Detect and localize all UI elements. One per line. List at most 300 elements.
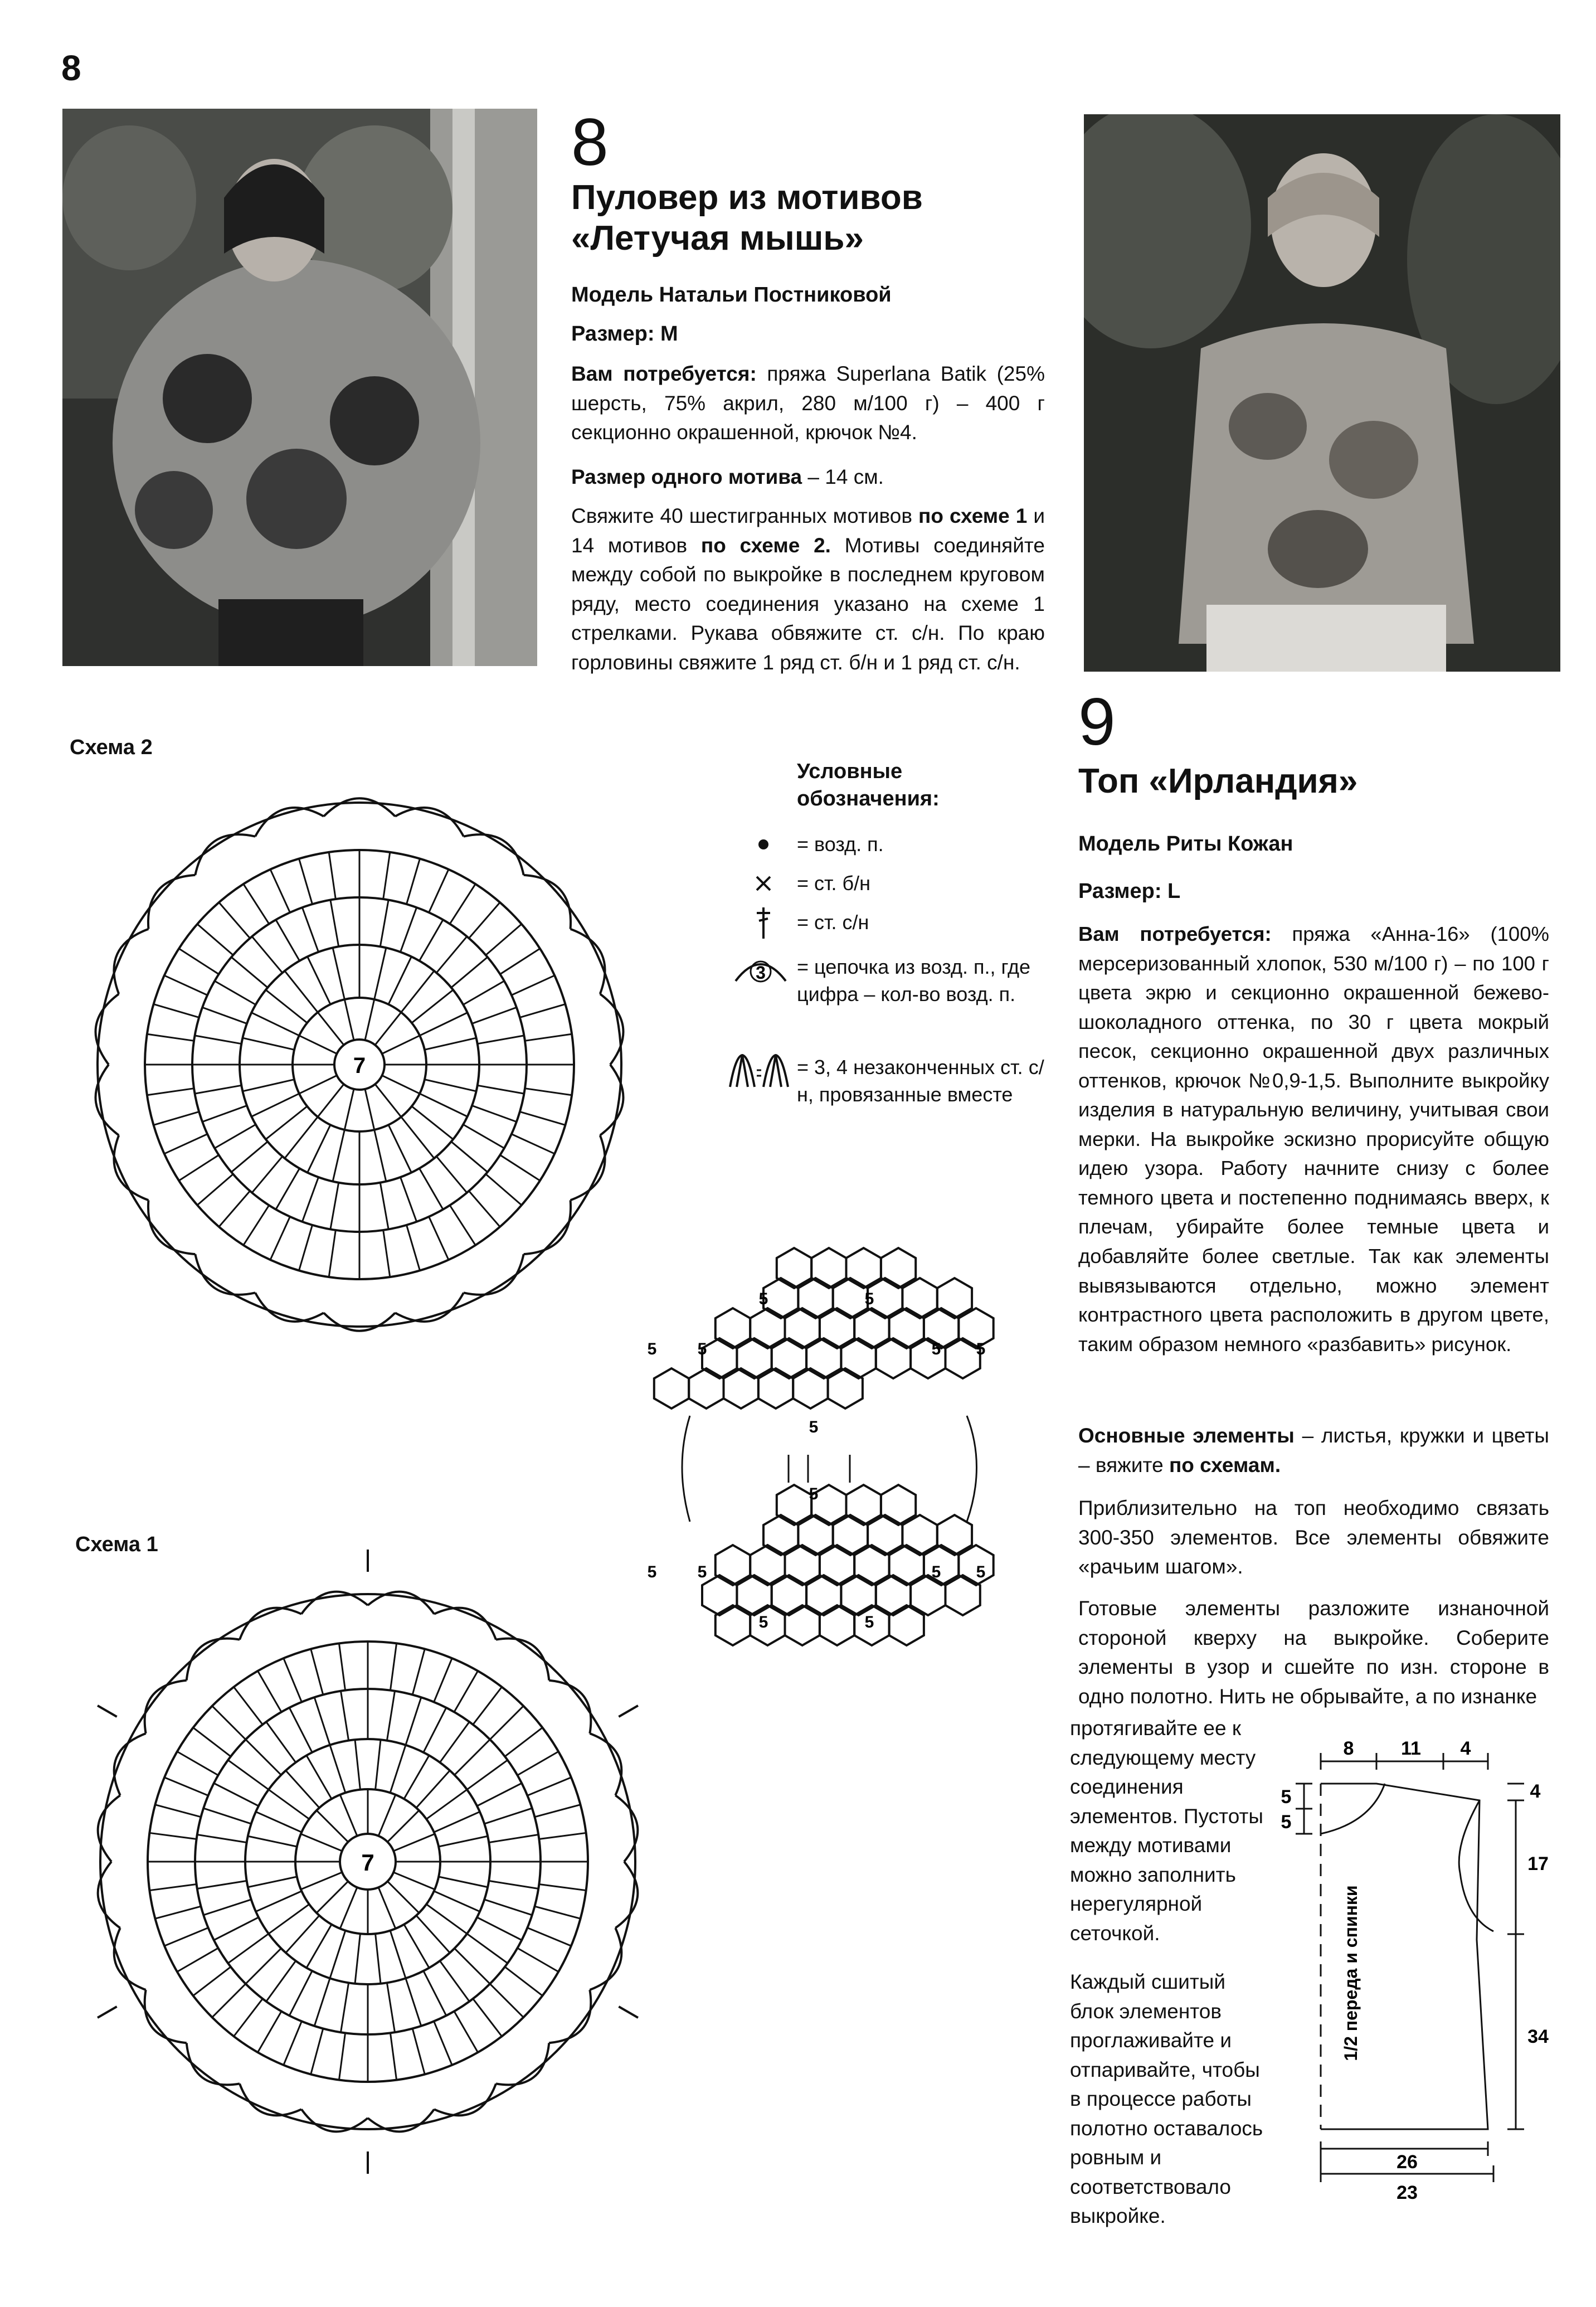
hex-motif: [716, 1545, 750, 1585]
stitch-mark: [355, 1934, 360, 1984]
stitch-mark: [383, 899, 393, 901]
dim-right-17: 17: [1527, 1853, 1549, 1874]
model-number-9: 9: [1078, 684, 1116, 759]
stitch-mark: [302, 1177, 318, 1222]
stitch-mark: [247, 1882, 249, 1892]
schema-2-label: Схема 2: [70, 736, 153, 759]
hex-motif: [833, 1278, 868, 1318]
chain-loop: [549, 1681, 591, 1733]
stitch-mark: [330, 1183, 339, 1230]
stitch-mark: [365, 999, 374, 1040]
stitch-mark: [387, 1881, 419, 1913]
stitch-mark: [512, 1134, 554, 1154]
stitch-mark: [376, 1740, 381, 1790]
stitch-mark: [486, 1882, 489, 1892]
stitch-mark: [193, 1967, 231, 1996]
stitch-mark: [254, 2050, 262, 2055]
stitch-mark: [266, 1722, 296, 1762]
stitch-mark: [203, 1808, 251, 1824]
hex-motif: [777, 1485, 811, 1525]
model-9-size: Размер: L: [1078, 880, 1181, 903]
stitch-mark: [234, 1999, 263, 2036]
hex-motif: [724, 1368, 758, 1409]
stitch-mark: [231, 957, 267, 988]
stitch-mark: [525, 1034, 572, 1041]
stitch-mark: [505, 1967, 542, 1996]
stitch-mark: [539, 1884, 586, 1890]
hex-motif: [737, 1338, 771, 1378]
hex-motif: [902, 1278, 937, 1318]
stitch-mark: [270, 1217, 290, 1260]
stitch-mark: [248, 1836, 297, 1847]
stitch-mark: [365, 1089, 374, 1130]
stitch-mark: [286, 1771, 319, 1808]
hex-motif: [846, 1485, 881, 1525]
hex-motif: [820, 1605, 854, 1645]
stitch-mark: [406, 1978, 421, 2026]
hex-motif: [881, 1248, 916, 1288]
stitch-mark: [195, 1036, 242, 1044]
stitch-mark: [378, 1887, 396, 1929]
stitch-mark: [556, 1747, 561, 1756]
stitch-mark: [285, 971, 318, 1012]
stitch-mark: [426, 1904, 467, 1934]
stitch-mark: [271, 917, 280, 922]
stitch-mark: [412, 990, 453, 1023]
stitch-mark: [299, 1036, 337, 1054]
stitch-mark: [194, 1089, 196, 1099]
stitch-mark: [350, 1983, 360, 1984]
stitch-mark: [266, 1106, 307, 1139]
stitch-mark: [420, 920, 444, 961]
stitch-mark: [308, 1125, 330, 1173]
stitch-mark: [256, 1812, 301, 1833]
stitch-mark: [473, 1687, 502, 1725]
model-8-materials: [571, 360, 1045, 448]
stitch-mark: [387, 1810, 419, 1842]
stitch-mark: [269, 1790, 309, 1819]
stitch-mark: [246, 1740, 281, 1775]
stitch-mark: [254, 1668, 262, 1673]
stitch-mark: [244, 884, 269, 924]
stitch-mark: [434, 2021, 452, 2065]
model-9-paragraph-3-cont: протягивайте ее к следующему месту соединения элементов. Пустоты между мотивами можно заполнить нерегулярной сеточкой.: [1070, 1717, 1264, 1945]
chain-loop: [145, 1681, 187, 1733]
stitch-mark: [340, 1795, 357, 1836]
stitch-mark: [556, 1968, 561, 1976]
stitch-mark: [330, 900, 339, 947]
hex-motif: [793, 1368, 828, 1409]
stitch-mark: [425, 1038, 476, 1050]
stitch-mark: [490, 1984, 523, 2017]
model-number-8: 8: [571, 105, 609, 179]
stitch-mark: [190, 1723, 196, 1731]
hex-motif: [772, 1575, 806, 1615]
chain-arc-number: 3: [756, 963, 766, 983]
dim-top-8: 8: [1343, 1739, 1354, 1759]
model-9-paragraph-2: Приблизительно на топ необходимо связать 300-350 элементов. Все элементы обвяжите «рачьим шагом».: [1078, 1497, 1549, 1579]
legend-text: = ст. б/н: [797, 872, 871, 895]
stitch-mark: [388, 956, 411, 1004]
stitch-mark: [434, 1658, 452, 1702]
stitch-mark: [246, 1949, 281, 1984]
model-8-title: [571, 177, 1062, 259]
hex-motif: [716, 1308, 750, 1348]
stitch-mark: [412, 1649, 425, 1694]
stitch-mark: [164, 1134, 207, 1154]
hex-number: 5: [647, 1563, 657, 1581]
hex-number: 5: [931, 1340, 941, 1358]
stitch-mark: [440, 1961, 469, 2002]
dot-symbol-icon: [741, 828, 786, 861]
stitch-mark: [299, 1076, 337, 1094]
stitch-mark: [382, 1036, 420, 1054]
stitch-mark: [393, 1872, 435, 1890]
materials-label: Вам потребуется:: [571, 362, 757, 385]
stitch-mark: [465, 1719, 474, 1725]
model-8-title-line2: «Летучая мышь»: [571, 219, 864, 258]
chain-arc-symbol-icon: [730, 950, 791, 989]
motif-assembly-diagram: [624, 1243, 1037, 1689]
stitch-mark: [311, 1649, 323, 1694]
hex-motif: [881, 1485, 916, 1525]
stitch-mark: [426, 1790, 467, 1819]
legend-title: [797, 758, 940, 813]
stitch-mark: [344, 1089, 354, 1130]
stitch-mark: [164, 975, 207, 995]
stitch-mark: [420, 1094, 468, 1116]
chain-loop: [187, 1639, 240, 1681]
stitch-mark: [537, 944, 543, 953]
stitch-mark: [474, 2050, 483, 2055]
instr-bold: по схеме 1: [918, 504, 1028, 527]
stitch-mark: [401, 907, 417, 952]
stitch-mark: [440, 1722, 469, 1762]
hex-motif: [820, 1545, 854, 1585]
stitch-mark: [469, 1191, 500, 1227]
stitch-mark: [486, 924, 522, 955]
stitch-mark: [512, 975, 554, 995]
stitch-mark: [450, 884, 475, 924]
stitch-mark: [252, 1157, 283, 1193]
join-arrow: [98, 2007, 117, 2018]
hex-motif: [902, 1515, 937, 1555]
hex-motif: [750, 1545, 785, 1585]
stitch-mark: [355, 1740, 360, 1790]
stitch-mark: [376, 1983, 386, 1984]
hex-motif: [798, 1515, 833, 1555]
stitch-mark: [177, 1752, 218, 1776]
stitch-mark: [375, 1012, 401, 1045]
stitch-mark: [467, 1760, 508, 1790]
stitch-mark: [523, 1089, 525, 1099]
dim-top-4: 4: [1460, 1739, 1471, 1759]
stitch-mark: [299, 1225, 313, 1271]
stitch-mark: [527, 1777, 571, 1796]
join-arrow: [98, 1706, 117, 1717]
hex-motif: [702, 1338, 737, 1378]
stitch-mark: [484, 1808, 532, 1824]
elements-tail: по схемам.: [1169, 1453, 1281, 1477]
hex-motif: [811, 1248, 846, 1288]
stitch-mark: [477, 1783, 522, 1806]
hex-motif: [876, 1338, 911, 1378]
hex-motif: [846, 1248, 881, 1288]
hex-number: 5: [864, 1613, 874, 1631]
stitch-mark: [500, 1155, 540, 1181]
stitch-mark: [439, 917, 447, 922]
stitch-mark: [454, 1671, 478, 1712]
instr-part: и 14 мотивов: [571, 504, 1045, 557]
hex-motif: [924, 1545, 958, 1585]
top-photo: [1084, 114, 1560, 672]
stitch-mark: [219, 902, 250, 938]
hex-motif: [841, 1338, 875, 1378]
stitch-mark: [302, 1753, 311, 1758]
hex-number: 5: [976, 1563, 986, 1581]
hex-motif: [833, 1515, 868, 1555]
stitch-mark: [256, 1891, 301, 1912]
stitch-mark: [401, 971, 434, 1012]
hex-number: 5: [697, 1563, 707, 1581]
stitch-mark: [388, 1125, 411, 1173]
chain-loop: [187, 2043, 240, 2085]
hex-motif: [737, 1575, 771, 1615]
stitch-mark: [154, 1112, 199, 1125]
stitch-mark: [390, 1931, 406, 1979]
join-arrow: [619, 2007, 638, 2018]
cross-symbol-icon: [741, 867, 786, 900]
materials-label: Вам потребуется:: [1078, 922, 1272, 945]
hex-number: 5: [758, 1613, 768, 1631]
stitch-mark: [212, 977, 217, 985]
stitch-mark: [520, 1004, 566, 1018]
stitch-mark: [241, 1086, 244, 1096]
stitch-mark: [289, 1971, 312, 2015]
stitch-mark: [381, 946, 391, 949]
stitch-mark: [416, 1771, 450, 1808]
stitch-mark: [390, 1745, 406, 1793]
model-9-paragraph-4: Каждый сшитый блок элементов проглаживайте и отпаривайте, чтобы в процессе работы полотно оставалось ровным и соответствовало выкройке.: [1070, 1970, 1263, 2228]
hex-motif: [785, 1545, 820, 1585]
legend-title-line1: Условные: [797, 760, 903, 783]
hex-motif: [689, 1368, 723, 1409]
stitch-mark: [341, 1983, 349, 2032]
stitch-mark: [302, 907, 318, 952]
hex-motif: [702, 1575, 737, 1615]
stitch-mark: [174, 1747, 179, 1756]
stitch-mark: [190, 1992, 196, 1999]
hex-number: 5: [758, 1290, 768, 1308]
stitch-mark: [154, 1004, 199, 1018]
stitch-mark: [329, 852, 335, 899]
stitch-mark: [228, 1934, 269, 1963]
hex-number: 5: [647, 1340, 657, 1358]
stitch-mark: [455, 1949, 490, 1984]
stitch-mark: [244, 1205, 269, 1245]
stitch-mark: [374, 1130, 386, 1182]
hex-number: 5: [976, 1340, 986, 1358]
stitch-mark: [155, 1805, 201, 1817]
connector-arrow: [967, 1416, 977, 1522]
model-9-materials: [1078, 920, 1549, 1359]
stitch-mark: [325, 899, 335, 901]
stitch-mark: [344, 999, 354, 1040]
stitch-mark: [306, 1925, 332, 1968]
stitch-mark: [439, 1836, 488, 1847]
stitch-mark: [258, 1671, 282, 1712]
stitch-mark: [197, 1881, 247, 1888]
stitch-mark: [341, 1691, 349, 1741]
materials-text: пряжа «Анна-16» (100% мерсеризованный хлопок, 530 м/100 г) – по 100 г цвета экрю и секционно окрашенной бежево-шоколадного оттенка, по 30 г цвета мокрый песок, секционно окрашенной двух различных оттенков, крючок №0,9-1,5. Выполните выкройку изделия в натуральную величину, учитывая свои мерки. На выкройке эскизно прорисуйте общую идею узора. Работу начните снизу с более темного цвета и постепенно поднимаясь вверх, к плечам, убирайте более темные цвета и добавляйте более светлые. Так как элементы вывязываются отдельно, можно элемент контрастного цвета расположить в другом цвете, таким образом немного «разбавить» рисунок.: [1078, 922, 1549, 1356]
schema-1-label: Схема 1: [75, 1533, 158, 1556]
stitch-mark: [302, 1965, 311, 1970]
garment-pattern-schematic: [1265, 1739, 1555, 2241]
instr-part: Мотивы соединяйте между собой по выкройке в последнем круговом ряду, место соединения указано на схеме 1 стрелками. Рукава обвяжите ст. с/н. По краю горловины свяжите 1 ряд ст. б/н и 1 ряд ст. с/н.: [571, 533, 1045, 674]
stitch-mark: [306, 1755, 332, 1799]
stitch-mark: [498, 2033, 505, 2039]
legend-title-line2: обозначения:: [797, 787, 940, 811]
stitch-mark: [350, 1739, 360, 1740]
stitch-mark: [439, 1207, 447, 1212]
stitch-mark: [383, 1230, 390, 1277]
stitch-mark: [539, 1833, 586, 1839]
hex-motif: [937, 1278, 972, 1318]
stitch-mark: [489, 1835, 538, 1843]
pattern-center-label: 1/2 переда и спинки: [1341, 1885, 1361, 2061]
stitch-mark: [416, 1916, 450, 1953]
stitch-mark: [425, 1965, 434, 1970]
instr-part: Свяжите 40 шестигранных мотивов: [571, 504, 918, 527]
stitch-mark: [539, 1992, 546, 1999]
stitch-mark: [486, 1174, 522, 1205]
stitch-mark: [234, 1687, 263, 1725]
stitch-mark: [478, 1085, 524, 1094]
stitch-mark: [463, 981, 504, 1005]
hex-motif: [889, 1605, 924, 1645]
stitch-mark: [340, 1887, 357, 1929]
stitch-mark: [247, 1831, 249, 1841]
stitch-mark: [262, 1719, 271, 1725]
stitch-mark: [239, 1242, 247, 1248]
stitch-mark: [429, 870, 449, 912]
dagger-symbol-icon: [741, 903, 786, 942]
hex-motif: [806, 1575, 841, 1615]
stitch-mark: [472, 1106, 517, 1122]
stitch-mark: [382, 1076, 420, 1094]
stitch-mark: [317, 1881, 348, 1913]
stitch-mark: [424, 1708, 446, 1752]
stitch-mark: [328, 946, 338, 949]
stitch-mark: [374, 948, 386, 999]
model-9-author: Модель Риты Кожан: [1078, 832, 1293, 856]
elements-text: – листья, кружки и цветы – вяжите: [1078, 1424, 1549, 1477]
hex-motif: [828, 1368, 863, 1409]
stitch-mark: [194, 1031, 196, 1041]
stitch-mark: [269, 1904, 309, 1934]
hex-motif: [854, 1545, 889, 1585]
stitch-mark: [451, 1142, 488, 1172]
stitch-mark: [155, 1906, 201, 1919]
stitch-mark: [202, 1106, 247, 1122]
stitch-mark: [251, 1094, 299, 1116]
stitch-mark: [248, 1877, 297, 1887]
legend-text: = цепочка из возд. п., где цифра – кол-во возд. п.: [797, 955, 1031, 1006]
legend-text: = ст. с/н: [797, 911, 869, 934]
stitch-mark: [525, 1089, 572, 1095]
stitch-mark: [193, 1728, 231, 1757]
stitch-mark: [225, 1959, 231, 1968]
chart2-center-number: 7: [353, 1053, 366, 1078]
model-9-paragraph-3: Готовые элементы разложите изнаночной стороной кверху на выкройке. Соберите элементы в узор и сшейте по изн. стороне в одно полотно. Нить не обрывайте, а по изнанке: [1078, 1597, 1549, 1708]
stitch-mark: [164, 1928, 208, 1946]
stitch-mark: [407, 1225, 420, 1271]
hex-number: 5: [931, 1563, 941, 1581]
chain-loop: [549, 1990, 591, 2043]
stitch-mark: [469, 902, 500, 938]
legend-text: = 3, 4 незаконченных ст. с/н, провязанные вместе: [797, 1056, 1044, 1106]
stitch-mark: [318, 1084, 344, 1117]
stitch-mark: [523, 1031, 525, 1041]
stitch-mark: [276, 1168, 300, 1210]
stitch-mark: [489, 1881, 538, 1888]
stitch-mark: [179, 949, 219, 974]
stitch-mark: [329, 1230, 335, 1277]
stitch-mark: [311, 2028, 323, 2074]
stitch-mark: [318, 1012, 344, 1045]
stitch-mark: [203, 1900, 251, 1915]
stitch-mark: [212, 1984, 246, 2017]
elements-label: Основные элементы: [1078, 1424, 1295, 1447]
stitch-mark: [214, 1917, 259, 1940]
stitch-mark: [176, 1177, 182, 1185]
motif-size-text: – 14 см.: [802, 465, 884, 488]
stitch-mark: [177, 1948, 218, 1972]
stitch-mark: [258, 2011, 282, 2052]
stitch-mark: [231, 1142, 267, 1172]
stitch-mark: [412, 2028, 425, 2074]
stitch-mark: [505, 1756, 511, 1765]
stitch-mark: [420, 1013, 468, 1036]
stitch-mark: [276, 920, 300, 961]
stitch-mark: [284, 2021, 302, 2065]
dim-right-34: 34: [1527, 2026, 1549, 2047]
stitch-mark: [406, 1697, 421, 1745]
dim-left-5a: 5: [1281, 1786, 1292, 1808]
hex-motif: [841, 1575, 875, 1615]
stitch-mark: [197, 1174, 233, 1205]
stitch-mark: [490, 1706, 523, 1740]
model-8-author: Модель Натальи Постниковой: [571, 283, 892, 307]
stitch-mark: [149, 1884, 196, 1890]
stitch-mark: [478, 1036, 524, 1044]
stitch-mark: [527, 1928, 571, 1946]
hex-motif: [924, 1308, 958, 1348]
stitch-mark: [390, 1643, 396, 1690]
stitch-mark: [387, 1691, 395, 1741]
stitch-mark: [339, 1643, 345, 1690]
connector-arrow: [682, 1416, 690, 1522]
stitch-mark: [387, 1983, 395, 2032]
stitch-mark: [434, 1891, 480, 1912]
motif-size-label: Размер одного мотива: [571, 465, 802, 488]
stitch-mark: [214, 1783, 259, 1806]
stitch-mark: [439, 1877, 488, 1887]
hex-motif: [868, 1515, 902, 1555]
stitch-mark: [242, 1038, 294, 1050]
stitch-mark: [455, 1740, 490, 1775]
stitch-mark: [383, 1228, 393, 1230]
